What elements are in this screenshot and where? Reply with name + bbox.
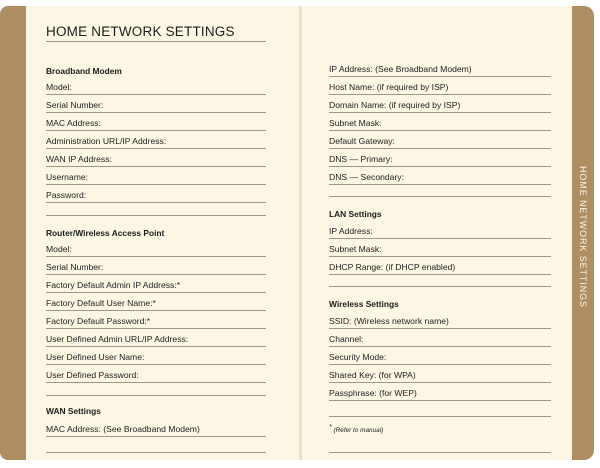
field-row-wan-default-gateway[interactable] bbox=[329, 134, 551, 149]
field-row-wireless-passphrase[interactable] bbox=[329, 386, 551, 401]
field-row-broadband-model[interactable] bbox=[46, 80, 266, 95]
field-row-wan-dns-primary[interactable] bbox=[329, 152, 551, 167]
title-underline bbox=[46, 41, 266, 42]
field-label: User Defined Admin URL/IP Address: bbox=[46, 334, 189, 344]
field-row-router-default-admin-ip[interactable] bbox=[46, 278, 266, 293]
section-heading-broadband-modem: Broadband Modem bbox=[46, 66, 122, 76]
field-label: Default Gateway: bbox=[329, 136, 395, 146]
field-row-broadband-admin-url[interactable] bbox=[46, 134, 266, 149]
field-row-router-user-admin-url[interactable] bbox=[46, 332, 266, 347]
blank-rule bbox=[46, 452, 266, 453]
field-label: DNS — Primary: bbox=[329, 154, 393, 164]
field-label: Host Name: (if required by ISP) bbox=[329, 82, 449, 92]
field-row-wan-dns-secondary[interactable] bbox=[329, 170, 551, 185]
side-tab-label: HOME NETWORK SETTINGS bbox=[578, 166, 588, 308]
field-label: User Defined User Name: bbox=[46, 352, 145, 362]
field-label: SSID: (Wireless network name) bbox=[329, 316, 449, 326]
field-label: Factory Default User Name:* bbox=[46, 298, 156, 308]
blank-rule bbox=[46, 395, 266, 396]
section-heading-router: Router/Wireless Access Point bbox=[46, 228, 165, 238]
page-title: HOME NETWORK SETTINGS bbox=[46, 24, 235, 39]
blank-rule bbox=[329, 452, 551, 453]
field-label: Security Mode: bbox=[329, 352, 387, 362]
field-row-broadband-password[interactable] bbox=[46, 188, 266, 203]
field-label: Domain Name: (if required by ISP) bbox=[329, 100, 461, 110]
field-label: MAC Address: (See Broadband Modem) bbox=[46, 424, 200, 434]
field-row-wireless-channel[interactable] bbox=[329, 332, 551, 347]
field-row-lan-ip-address[interactable] bbox=[329, 224, 551, 239]
field-row-wan-ip-address[interactable] bbox=[329, 62, 551, 77]
field-label: Password: bbox=[46, 190, 87, 200]
field-label: Model: bbox=[46, 82, 72, 92]
field-row-router-serial-number[interactable] bbox=[46, 260, 266, 275]
field-row-broadband-mac-address[interactable] bbox=[46, 116, 266, 131]
field-row-broadband-serial-number[interactable] bbox=[46, 98, 266, 113]
field-label: IP Address: (See Broadband Modem) bbox=[329, 64, 472, 74]
field-row-broadband-wan-ip[interactable] bbox=[46, 152, 266, 167]
field-label: Serial Number: bbox=[46, 262, 104, 272]
footnote bbox=[329, 424, 383, 434]
blank-rule bbox=[329, 286, 551, 287]
field-row-lan-subnet-mask[interactable] bbox=[329, 242, 551, 257]
field-label: Channel: bbox=[329, 334, 364, 344]
field-row-router-model[interactable] bbox=[46, 242, 266, 257]
field-row-router-user-password[interactable] bbox=[46, 368, 266, 383]
field-label: Subnet Mask: bbox=[329, 118, 382, 128]
section-heading-wan: WAN Settings bbox=[46, 406, 101, 416]
field-row-wireless-security-mode[interactable] bbox=[329, 350, 551, 365]
field-row-wireless-shared-key[interactable] bbox=[329, 368, 551, 383]
field-label: MAC Address: bbox=[46, 118, 101, 128]
field-row-wireless-ssid[interactable] bbox=[329, 314, 551, 329]
footnote-text: (Refer to manual) bbox=[333, 427, 384, 435]
field-label: IP Address: bbox=[329, 226, 373, 236]
field-row-wan-mac-address[interactable] bbox=[46, 422, 266, 437]
field-row-router-default-user-name[interactable] bbox=[46, 296, 266, 311]
field-label: Shared Key: (for WPA) bbox=[329, 370, 416, 380]
field-row-broadband-username[interactable] bbox=[46, 170, 266, 185]
left-cover-edge bbox=[0, 6, 26, 460]
field-label: Serial Number: bbox=[46, 100, 104, 110]
field-row-lan-dhcp-range[interactable] bbox=[329, 260, 551, 275]
side-tab bbox=[578, 166, 588, 308]
field-row-wan-host-name[interactable] bbox=[329, 80, 551, 95]
blank-rule bbox=[46, 215, 266, 216]
footnote-mark: * bbox=[329, 424, 332, 431]
field-label: Passphrase: (for WEP) bbox=[329, 388, 417, 398]
field-label: Factory Default Password:* bbox=[46, 316, 151, 326]
field-label: DHCP Range: (if DHCP enabled) bbox=[329, 262, 456, 272]
field-label: Subnet Mask: bbox=[329, 244, 382, 254]
field-row-wan-domain-name[interactable] bbox=[329, 98, 551, 113]
field-label: Administration URL/IP Address: bbox=[46, 136, 167, 146]
field-label: WAN IP Address: bbox=[46, 154, 112, 164]
field-row-router-default-password[interactable] bbox=[46, 314, 266, 329]
field-label: User Defined Password: bbox=[46, 370, 139, 380]
field-label: Factory Default Admin IP Address:* bbox=[46, 280, 181, 290]
field-label: Username: bbox=[46, 172, 89, 182]
section-heading-lan: LAN Settings bbox=[329, 209, 382, 219]
blank-rule bbox=[329, 196, 551, 197]
field-label: Model: bbox=[46, 244, 72, 254]
field-row-wan-subnet-mask[interactable] bbox=[329, 116, 551, 131]
section-heading-wireless: Wireless Settings bbox=[329, 299, 399, 309]
field-label: DNS — Secondary: bbox=[329, 172, 404, 182]
blank-rule bbox=[329, 416, 551, 417]
field-row-router-user-name[interactable] bbox=[46, 350, 266, 365]
